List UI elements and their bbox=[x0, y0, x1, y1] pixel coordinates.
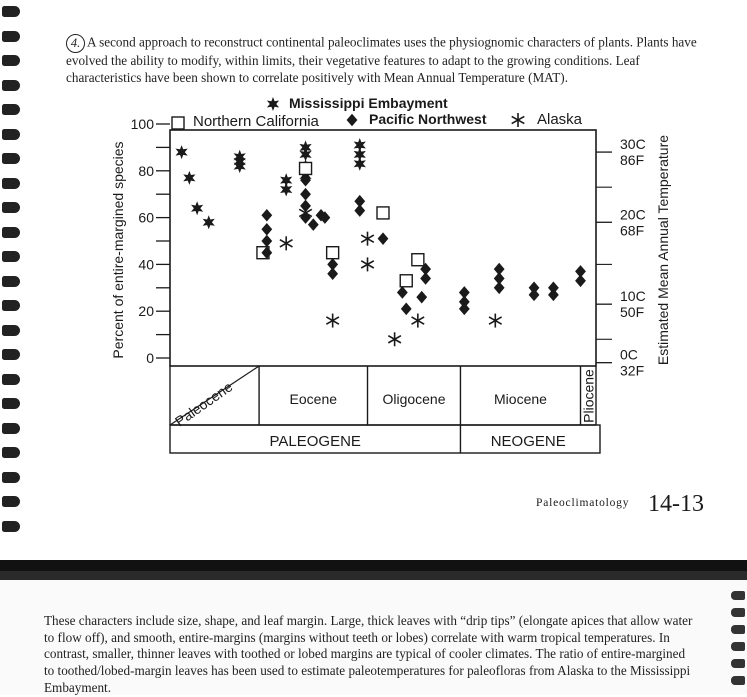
page-number: 14-13 bbox=[648, 491, 704, 517]
point-diamond bbox=[548, 289, 559, 302]
point-diamond bbox=[397, 286, 408, 299]
y2-fahrenheit-label: 86F bbox=[620, 152, 645, 169]
point-diamond bbox=[308, 218, 319, 231]
period-label: NEOGENE bbox=[490, 433, 566, 450]
legend-pacific-northwest: Pacific Northwest bbox=[369, 111, 487, 127]
y2-fahrenheit-label: 50F bbox=[620, 304, 645, 321]
question-number: 4. bbox=[66, 34, 85, 53]
point-star bbox=[191, 201, 203, 215]
edge-tab bbox=[731, 608, 745, 617]
point-star bbox=[176, 145, 188, 159]
edge-tab bbox=[731, 625, 745, 634]
legend-square-icon bbox=[172, 117, 184, 129]
point-diamond bbox=[494, 282, 505, 295]
point-star bbox=[354, 157, 366, 171]
y-tick-label: 0 bbox=[146, 350, 154, 366]
point-star bbox=[203, 215, 215, 229]
y-tick-label: 80 bbox=[138, 162, 154, 179]
point-asterisk bbox=[280, 236, 293, 250]
y-axis-label: Percent of entire-margined species bbox=[110, 141, 126, 359]
point-diamond bbox=[378, 232, 389, 245]
intro-text: A second approach to reconstruct continental paleoclimates uses the physiognomic characters of plants. Plants have evolved the ability to modify, within limits, their vegetative features to adapt to the growing conditions. Leaf characteristics have been shown to correlate positively with Mean Annual Temperature (MAT). bbox=[66, 34, 697, 85]
point-asterisk bbox=[489, 314, 502, 328]
edge-tab bbox=[731, 642, 745, 651]
point-diamond bbox=[261, 223, 272, 236]
point-diamond bbox=[401, 303, 412, 316]
point-diamond bbox=[300, 174, 311, 187]
epoch-label: Oligocene bbox=[382, 391, 446, 407]
epoch-label: Pliocene bbox=[580, 369, 597, 423]
epoch-label: Eocene bbox=[289, 391, 338, 407]
right-axis bbox=[596, 136, 646, 379]
point-diamond bbox=[300, 188, 311, 201]
point-diamond bbox=[575, 274, 586, 287]
point-asterisk bbox=[326, 314, 339, 328]
y2-fahrenheit-label: 68F bbox=[620, 222, 645, 239]
point-asterisk bbox=[388, 332, 401, 346]
y-tick-label: 40 bbox=[138, 256, 154, 273]
legend bbox=[172, 95, 583, 130]
point-square bbox=[327, 247, 339, 259]
paleocene-slash bbox=[170, 366, 259, 425]
legend-asterisk-icon bbox=[512, 113, 525, 127]
data-points bbox=[176, 138, 586, 346]
point-diamond bbox=[327, 267, 338, 280]
legend-star-icon bbox=[267, 97, 279, 111]
footnote-paragraph: These characters include size, shape, and leaf margin. Large, thick leaves with “drip tips” (elongate apices that allow water to flow off), and smooth, entire-margins (margins without teeth or lobes) correlate with warm tropical temperatures. In contrast, smaller, thinner leaves with toothed or lobed margins are typical of cooler climates. The ratio of entire-margined to toothed/lobed-margin leaves has been used to estimate paleotemperatures for paleofloras from Alaska to the Mississippi Embayment. bbox=[44, 613, 693, 695]
point-diamond bbox=[459, 303, 470, 316]
point-square bbox=[300, 162, 312, 174]
point-diamond bbox=[261, 209, 272, 222]
y2-celsius-label: 20C bbox=[620, 206, 646, 223]
y-tick-label: 20 bbox=[138, 303, 154, 320]
point-diamond bbox=[354, 204, 365, 217]
page-gap-shadow bbox=[0, 571, 747, 580]
point-diamond bbox=[529, 289, 540, 302]
edge-tab bbox=[731, 659, 745, 668]
point-square bbox=[377, 207, 389, 219]
point-asterisk bbox=[361, 232, 374, 246]
legend-northern-california: Northern California bbox=[193, 113, 319, 130]
epoch-label: Paleocene bbox=[171, 378, 236, 430]
left-axis bbox=[131, 116, 170, 366]
period-label: PALEOGENE bbox=[269, 433, 361, 450]
y2-celsius-label: 10C bbox=[620, 288, 646, 305]
point-asterisk bbox=[361, 257, 374, 271]
legend-mississippi: Mississippi Embayment bbox=[289, 95, 448, 111]
y2-celsius-label: 0C bbox=[620, 346, 638, 363]
point-diamond bbox=[420, 272, 431, 285]
point-diamond bbox=[261, 235, 272, 248]
y2-fahrenheit-label: 32F bbox=[620, 362, 645, 379]
edge-tab bbox=[731, 676, 745, 685]
page-edge-tabs bbox=[727, 585, 747, 695]
point-diamond bbox=[416, 291, 427, 304]
legend-alaska: Alaska bbox=[537, 111, 583, 128]
plot-frame bbox=[170, 130, 596, 366]
y2-celsius-label: 30C bbox=[620, 136, 646, 153]
point-star bbox=[183, 171, 195, 185]
chapter-label: Paleoclimatology bbox=[536, 497, 630, 509]
y-tick-label: 60 bbox=[138, 209, 154, 226]
edge-tab bbox=[731, 591, 745, 600]
point-star bbox=[280, 183, 292, 197]
point-star bbox=[234, 159, 246, 173]
legend-diamond-icon bbox=[347, 114, 358, 127]
period-bar bbox=[170, 425, 600, 453]
y-tick-label: 100 bbox=[130, 116, 154, 132]
epoch-label: Miocene bbox=[494, 391, 547, 407]
epoch-bar bbox=[170, 366, 596, 429]
point-square bbox=[400, 275, 412, 287]
y2-axis-label: Estimated Mean Annual Temperature bbox=[655, 134, 671, 366]
point-asterisk bbox=[412, 314, 425, 328]
point-square bbox=[412, 254, 424, 266]
